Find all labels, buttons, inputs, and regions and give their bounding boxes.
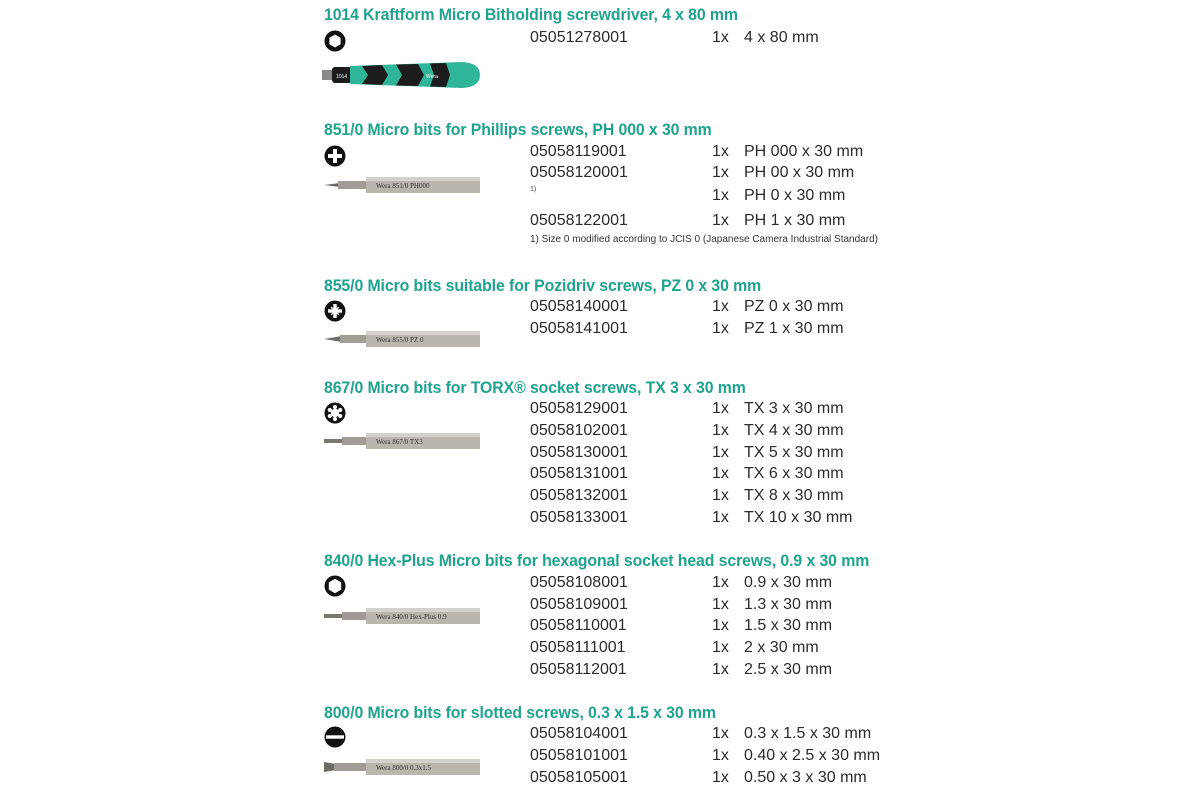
slotted-icon [324, 726, 346, 748]
quantity: 1x [712, 400, 729, 417]
size: 4 x 80 mm [744, 29, 819, 46]
quantity: 1x [712, 661, 729, 678]
size: PZ 0 x 30 mm [744, 298, 844, 315]
size: PH 0 x 30 mm [744, 187, 846, 204]
article-number: 05058111001 [530, 639, 626, 656]
size: TX 8 x 30 mm [744, 487, 844, 504]
size: TX 5 x 30 mm [744, 444, 844, 461]
torx-bit-image [322, 429, 482, 453]
quantity: 1x [712, 769, 729, 786]
article-number: 05058133001 [530, 509, 628, 526]
quantity: 1x [712, 617, 729, 634]
section-phillips [322, 121, 882, 251]
quantity: 1x [712, 725, 729, 742]
size: TX 10 x 30 mm [744, 509, 853, 526]
size: 2.5 x 30 mm [744, 661, 833, 678]
bit-label: Wera 867/0 TX3 [376, 438, 423, 446]
hex-socket-icon [324, 30, 346, 52]
section-title: 840/0 Hex-Plus Micro bits for hexagonal socket head screws, 0.9 x 30 mm [324, 552, 870, 570]
quantity: 1x [712, 509, 729, 526]
article-number: 05058120001 [530, 164, 628, 181]
screwdriver-image [322, 58, 482, 92]
bit-label: Wera 855/0 PZ 0 [376, 336, 424, 344]
article-number: 05058110001 [530, 617, 627, 634]
quantity: 1x [712, 639, 729, 656]
section-title: 800/0 Micro bits for slotted screws, 0.3 x 1.5 x 30 mm [324, 704, 716, 722]
article-number: 05058141001 [530, 320, 628, 337]
size: TX 3 x 30 mm [744, 400, 844, 417]
section-torx [322, 379, 882, 529]
size: 2 x 30 mm [744, 639, 819, 656]
size: PZ 1 x 30 mm [744, 320, 844, 337]
quantity: 1x [712, 187, 729, 204]
section-title: 1014 Kraftform Micro Bitholding screwdriver, 4 x 80 mm [324, 6, 738, 24]
quantity: 1x [712, 465, 729, 482]
handle-label: 1014 [336, 74, 348, 80]
size: TX 6 x 30 mm [744, 465, 844, 482]
torx-icon [324, 402, 346, 424]
quantity: 1x [712, 747, 729, 764]
hex-bit-image [322, 604, 482, 628]
size: PH 1 x 30 mm [744, 212, 846, 229]
bit-label: Wera 851/0 PH000 [376, 182, 430, 190]
article-number: 05058132001 [530, 487, 628, 504]
article-number: 05058101001 [530, 747, 628, 764]
size: 0.9 x 30 mm [744, 574, 833, 591]
section-title: 851/0 Micro bits for Phillips screws, PH 000 x 30 mm [324, 121, 712, 139]
size: TX 4 x 30 mm [744, 422, 844, 439]
section-title: 867/0 Micro bits for TORX® socket screws, TX 3 x 30 mm [324, 379, 746, 397]
quantity: 1x [712, 29, 729, 46]
article-number: 05058108001 [530, 574, 628, 591]
article-number: 05058131001 [530, 465, 628, 482]
size: PH 00 x 30 mm [744, 164, 855, 181]
footnote-marker: 1) [530, 186, 537, 193]
article-number: 05058105001 [530, 769, 628, 786]
quantity: 1x [712, 212, 729, 229]
size: PH 000 x 30 mm [744, 143, 864, 160]
article-number: 05058130001 [530, 444, 628, 461]
quantity: 1x [712, 298, 729, 315]
phillips-icon [324, 145, 346, 167]
quantity: 1x [712, 422, 729, 439]
article-number: 05058119001 [530, 143, 627, 160]
size: 1.5 x 30 mm [744, 617, 833, 634]
slotted-bit-image [322, 754, 482, 780]
handle-brand: Wera [426, 74, 438, 80]
quantity: 1x [712, 164, 729, 181]
section-pozidriv [322, 277, 882, 357]
quantity: 1x [712, 143, 729, 160]
size: 0.50 x 3 x 30 mm [744, 769, 867, 786]
size: 0.3 x 1.5 x 30 mm [744, 725, 872, 742]
quantity: 1x [712, 444, 729, 461]
article-number: 05051278001 [530, 29, 628, 46]
bit-label: Wera 840/0 Hex-Plus 0.9 [376, 613, 447, 621]
size: 0.40 x 2.5 x 30 mm [744, 747, 881, 764]
article-number: 05058109001 [530, 596, 628, 613]
hexagon-icon [324, 575, 346, 597]
size: 1.3 x 30 mm [744, 596, 833, 613]
article-number: 05058112001 [530, 661, 627, 678]
quantity: 1x [712, 320, 729, 337]
quantity: 1x [712, 487, 729, 504]
section-screwdriver [322, 6, 882, 116]
footnote: 1) Size 0 modified according to JCIS 0 (Japanese Camera Industrial Standard) [530, 234, 878, 245]
quantity: 1x [712, 596, 729, 613]
bit-label: Wera 800/0 0.3x1.5 [376, 764, 432, 772]
pozidriv-bit-image [322, 327, 482, 351]
section-slotted [322, 704, 882, 796]
phillips-bit-image [322, 173, 482, 197]
pozidriv-icon [324, 300, 346, 322]
article-number: 05058140001 [530, 298, 628, 315]
section-title: 855/0 Micro bits suitable for Pozidriv screws, PZ 0 x 30 mm [324, 277, 762, 295]
quantity: 1x [712, 574, 729, 591]
article-number: 05058102001 [530, 422, 628, 439]
section-hex-plus [322, 552, 882, 687]
article-number: 05058104001 [530, 725, 628, 742]
article-number: 05058122001 [530, 212, 628, 229]
article-number: 05058129001 [530, 400, 628, 417]
